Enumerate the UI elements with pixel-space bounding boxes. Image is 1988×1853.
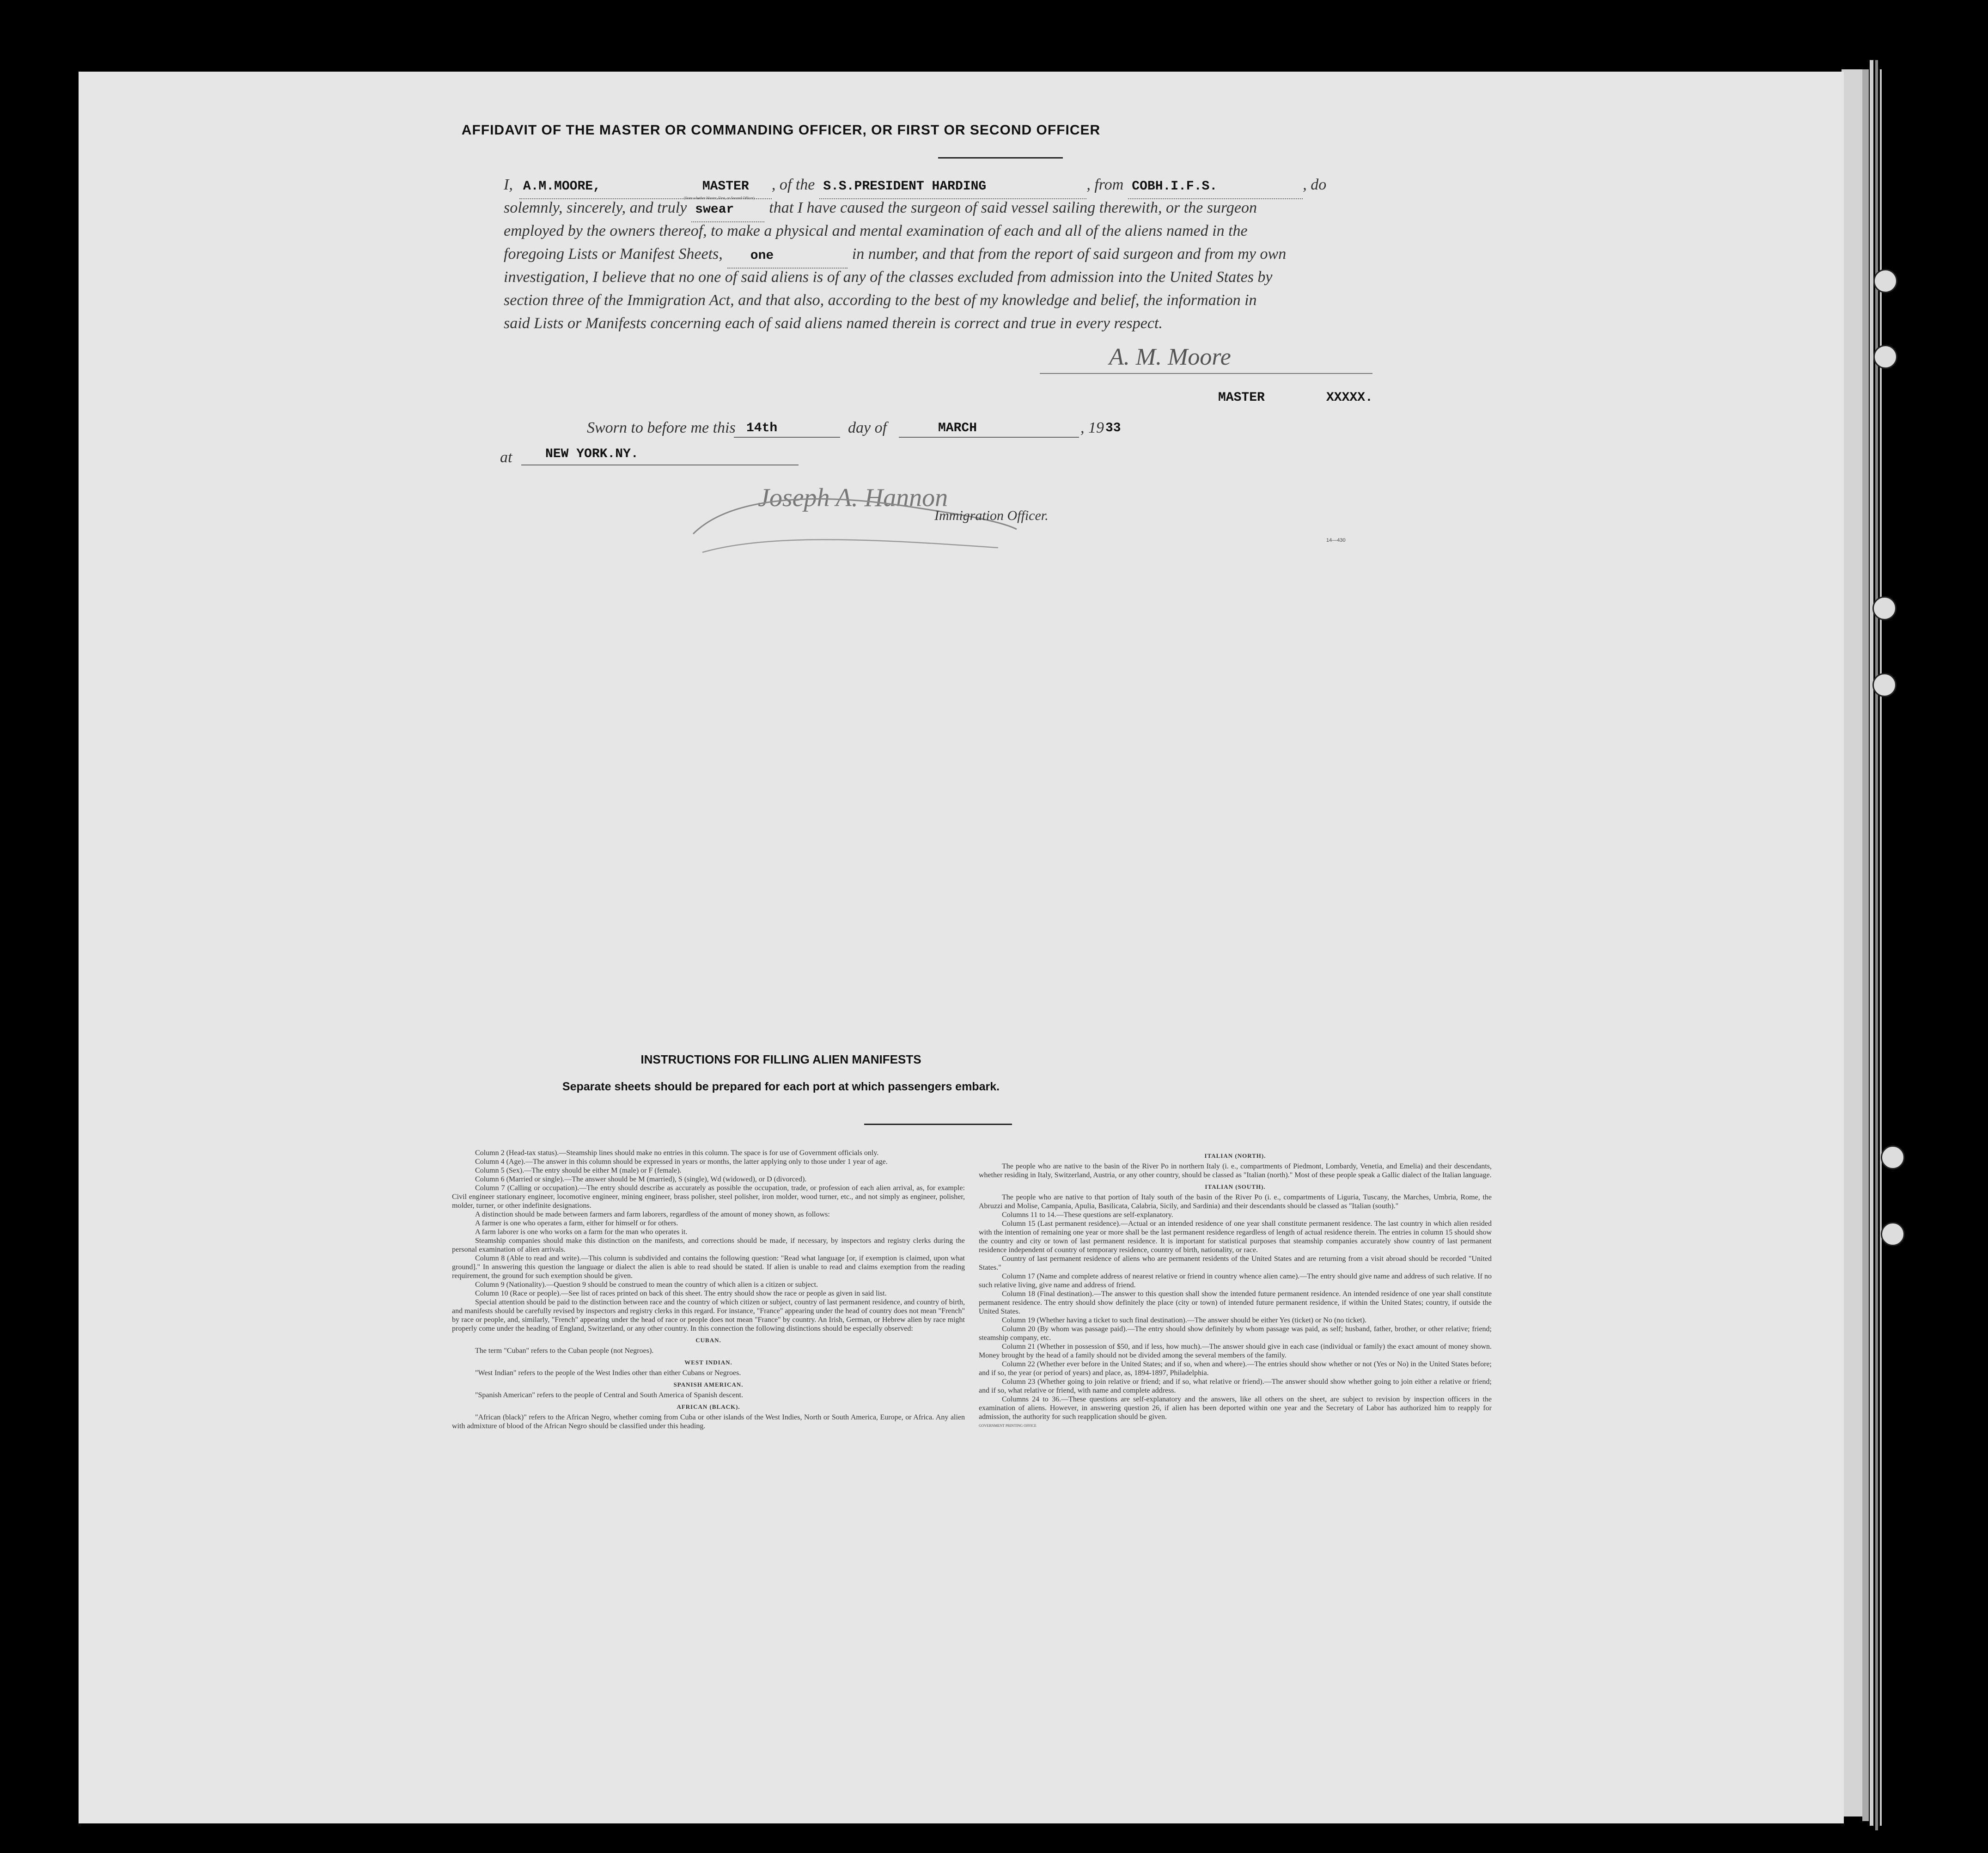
officer-name: A.M.MOORE, [519, 175, 699, 199]
instruction-paragraph: Column 4 (Age).—The answer in this column should be expressed in years or months, the latter applying only to those under 1 year of age. [475, 1158, 888, 1166]
instruction-paragraph: Column 15 (Last permanent residence).—Actual or an intended residence of one year shall constitute permanent residence. The last country in which alien resided with the intention of remaining one year or more shall be the last permanent residence regardless of length of actual residence therein. The entries in column 15 should show the country and city or town of last permanent residence. It is important for statistical purposes that steamship companies accurately show country of last permanent residence independent of country of temporary residence, country of birth, nationality, or race. [979, 1220, 1492, 1254]
affidavit-line [504, 243, 1419, 266]
instruction-paragraph: Columns 11 to 14.—These questions are self-explanatory. [1002, 1211, 1173, 1219]
day-line [734, 437, 840, 438]
printer-imprint: GOVERNMENT PRINTING OFFICE [979, 1424, 1037, 1428]
binder-edge [1862, 69, 1869, 1821]
affidavit-line [504, 173, 1419, 196]
instruction-paragraph: Special attention should be paid to the distinction between race and the country of which citizen or subject, country of last permanent residence, and country of birth, and manifests should be carefully revised by inspectors and registry clerks in this regard. For instance, "France" appearing under the head of country does not mean "French" by race or people, and, similarly, "French" appearing under the head of race or people does not mean "France" by country. An Irish, German, or Hebrew alien by race might properly come under the heading of England, Switzerland, or any other country. In this connection the following distinctions should be especially observed: [452, 1298, 965, 1333]
instruction-paragraph: Column 8 (Able to read and write).—This column is subdivided and contains the following question: "Read what language [or, if exemption is claimed, upon what ground]." In answering this question the language or dialect the alien is able to read should be stated. If alien is unable to read and claims exemption from the reading requirement, the ground for such exemption should be given. [452, 1254, 965, 1280]
affidavit-title: AFFIDAVIT OF THE MASTER OR COMMANDING OFFICER, OR FIRST OR SECOND OFFICER [461, 122, 1101, 138]
instruction-paragraph: Column 6 (Married or single).—The answer should be M (married), S (single), Wd (widowed), or D (divorced). [475, 1175, 807, 1183]
instruction-paragraph: Column 19 (Whether having a ticket to such final destination).—The answer should be either Yes (ticket) or No (no ticket). [1002, 1316, 1367, 1324]
instructions-subtitle: Separate sheets should be prepared for each port at which passengers embark. [562, 1080, 1000, 1093]
punch-hole [1873, 269, 1897, 293]
instruction-paragraph: The term "Cuban" refers to the Cuban people (not Negroes). [475, 1347, 654, 1355]
affidavit-line: employed by the owners thereof, to make a physical and mental examination of each and all of the aliens named in the [504, 222, 1248, 239]
binder-edge [1842, 69, 1862, 1816]
instruction-paragraph: A farm laborer is one who works on a farm for the man who operates it. [475, 1228, 688, 1236]
month-line [899, 437, 1079, 438]
instruction-paragraph: "African (black)" refers to the African Negro, whether coming from Cuba or other islands of the West Indies, North or South America, Europe, or Africa. Any alien with admixture of blood of the African Negro should be classified under this heading. [452, 1413, 965, 1430]
instruction-paragraph: "Spanish American" refers to the people of Central and South America of Spanish descent. [475, 1391, 744, 1399]
instruction-paragraph: The people who are native to that portion of Italy south of the basin of the River Po (i. e., compartments of Liguria, Tuscany, the Marches, Umbria, Rome, the Abruzzi and Molise, Campania, Apulia, Basilicata, Calabria, Sicily, and Sardinia) and their descendants should be classed as "Italian (south)." [979, 1193, 1492, 1210]
punch-hole [1872, 673, 1897, 697]
officer-rank: MASTER [699, 175, 772, 199]
instruction-paragraph: Steamship companies should make this distinction on the manifests, and corrections should be made, if necessary, by inspectors and registry clerks during the personal examination of alien arrivals. [452, 1237, 965, 1254]
signature-line [1040, 373, 1372, 374]
instruction-paragraph: Column 21 (Whether in possession of $50, and if less, how much).—The answer should give in each case (individual or family) the exact amount of money shown. Money brought by the head of a family should not be divided among the several members of the family. [979, 1343, 1492, 1359]
instruction-paragraph: Columns 24 to 36.—These questions are self-explanatory and the answers, like all others on the sheet, are subject to revision by inspection officers in the examination of aliens. However, in answering question 26, if alien has been deported within one year and the Secretary of Labor has authorized him to reapply for admission, the authority for such reapplication should be given. [979, 1395, 1492, 1421]
at-label: at [500, 449, 512, 466]
section-heading: ITALIAN (NORTH). [1204, 1152, 1266, 1159]
punch-hole [1873, 345, 1897, 369]
sworn-year: 33 [1105, 421, 1121, 435]
departure-port: COBH.I.F.S. [1128, 175, 1303, 199]
punch-hole [1872, 596, 1897, 620]
section-heading: CUBAN. [695, 1337, 721, 1344]
instruction-paragraph: Column 5 (Sex).—The entry should be either M (male) or F (female). [475, 1167, 682, 1174]
signer-title: MASTER [1218, 391, 1265, 405]
of-the-label: , of the [771, 176, 815, 193]
vessel-name: S.S.PRESIDENT HARDING [819, 175, 1086, 199]
form-number: 14—430 [1326, 538, 1346, 543]
manifest-page [79, 72, 1844, 1823]
do-label: , do [1303, 176, 1327, 193]
section-heading: WEST INDIAN. [684, 1359, 732, 1366]
instruction-paragraph: Column 18 (Final destination).—The answer to this question shall show the intended future permanent residence. An intended residence of one year shall constitute permanent residence. The entry should show definitely the place (city or town) of intended future permanent residence, if within the United States; country, if outside the United States. [979, 1290, 1492, 1315]
binder-edge [1880, 69, 1882, 1826]
instruction-paragraph: Column 20 (By whom was passage paid).—The entry should show definitely by whom passage was paid, as self; husband, father, brother, or other relative; friend; steamship company, etc. [979, 1325, 1492, 1342]
report-text: in number, and that from the report of said surgeon and from my own [852, 245, 1287, 263]
sheet-count: one [727, 245, 848, 269]
solemnly-text: solemnly, sincerely, and truly [504, 199, 687, 216]
officer-label: Immigration Officer. [934, 508, 1049, 523]
affidavit-line [504, 196, 1419, 220]
binder-edge [1875, 60, 1878, 1830]
instruction-paragraph: Column 17 (Name and complete address of nearest relative or friend in country whence alien came).—The entry should give name and address of such relative. If no such relative living, give name and address of friend. [979, 1272, 1492, 1289]
i-label: I, [504, 176, 513, 193]
instruction-paragraph: Column 23 (Whether going to join relative or friend; and if so, what relative or friend).—The answer should show whether going to join either a relative or friend; and if so, what relative or friend, with name and complete address. [979, 1378, 1492, 1394]
instruction-paragraph: A farmer is one who operates a farm, either for himself or for others. [475, 1219, 678, 1227]
instructions-left-column [452, 1149, 965, 1431]
sworn-day: 14th [746, 421, 778, 435]
instruction-paragraph: Column 22 (Whether ever before in the United States; and if so, when and where).—The entries should show whether or not (Yes or No) in the United States before; and if so, the year (or period of years) and place, as, 1894-1897, Philadelphia. [979, 1360, 1492, 1377]
foregoing-text: foregoing Lists or Manifest Sheets, [504, 245, 723, 263]
instruction-paragraph: Column 7 (Calling or occupation).—The entry should describe as accurately as possible the occupation, trade, or profession of each alien arrival, as, for example: Civil engineer stationary engineer, locomotive engineer, mining engineer, brass polisher, steel polisher, iron molder, wood turner, etc., and not simply as engineer, polisher, molder, turner, or other indefinite designations. [452, 1184, 965, 1210]
title-rule [938, 157, 1063, 159]
affidavit-line: investigation, I believe that no one of said aliens is of any of the classes excluded from admission into the United States by [504, 269, 1273, 286]
instruction-paragraph: Column 9 (Nationality).—Question 9 should be construed to mean the country of which alien is a citizen or subject. [475, 1281, 818, 1289]
section-heading: AFRICAN (BLACK). [677, 1403, 740, 1410]
sworn-month: MARCH [938, 421, 977, 435]
instructions-right-column [979, 1149, 1492, 1430]
signer-title-struck: XXXXX. [1326, 391, 1373, 405]
binder-edge [1870, 60, 1873, 1826]
instruction-paragraph: The people who are native to the basin of the River Po in northern Italy (i. e., compartments of Piedmont, Lombardy, Venetia, and Emelia) and their descendants, whether residing in Italy, Switzerland, Austria, or any other country, should be classed as "Italian (north)." Most of these people speak a Gallic dialect of the Italian language. [979, 1162, 1492, 1179]
instruction-paragraph: Country of last permanent residence of aliens who are permanent residents of the United States and are returning from a visit abroad should be recorded "United States." [979, 1255, 1492, 1272]
section-heading: ITALIAN (SOUTH). [1205, 1183, 1266, 1190]
affidavit-text [504, 173, 1419, 335]
instructions-title: INSTRUCTIONS FOR FILLING ALIEN MANIFESTS [640, 1052, 921, 1066]
year-prefix: , 19 [1080, 419, 1104, 436]
day-of-label: day of [848, 419, 887, 436]
instruction-paragraph: A distinction should be made between farmers and farm laborers, regardless of the amount of money shown, as follows: [475, 1211, 830, 1218]
officer-signature: Joseph A. Hannon [758, 483, 948, 512]
punch-hole [1881, 1222, 1905, 1246]
punch-hole [1881, 1145, 1905, 1169]
affidavit-line: said Lists or Manifests concerning each of said aliens named therein is correct and true in every respect. [504, 315, 1163, 332]
from-label: , from [1086, 176, 1124, 193]
section-heading: SPANISH AMERICAN. [673, 1381, 744, 1388]
instruction-paragraph: Column 10 (Race or people).—See list of races printed on back of this sheet. The entry should show the race or people as given in said list. [475, 1290, 887, 1297]
signature-flourish [675, 478, 1026, 571]
sworn-place: NEW YORK.NY. [545, 447, 639, 461]
affidavit-line: section three of the Immigration Act, and that also, according to the best of my knowledge and belief, the information in [504, 292, 1257, 309]
surgeon-text: that I have caused the surgeon of said vessel sailing therewith, or the surgeon [769, 199, 1257, 216]
oath-word: swear [691, 198, 764, 222]
sworn-label: Sworn to before me this [587, 419, 736, 436]
instruction-paragraph: "West Indian" refers to the people of the West Indies other than either Cubans or Negroes. [475, 1369, 741, 1377]
instructions-rule [864, 1124, 1012, 1125]
instruction-paragraph: Column 2 (Head-tax status).—Steamship lines should make no entries in this column. The space is for use of Government officials only. [475, 1149, 879, 1157]
master-signature: A. M. Moore [1109, 344, 1231, 370]
rank-hint: (State whether Master, First, or Second Officer) [684, 196, 755, 200]
